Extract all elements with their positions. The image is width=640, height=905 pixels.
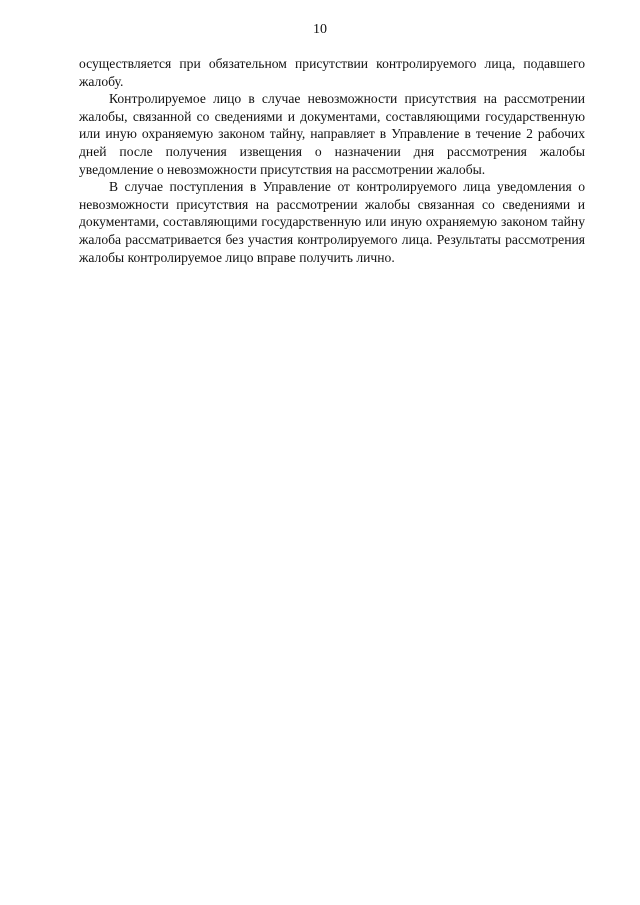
page-number: 10 xyxy=(313,22,327,37)
paragraph-review-without-participation: В случае поступления в Управление от контролируемого лица уведомления о невозможности присутствия на рассмотрении жалобы связанная со сведениями и документами, составляющими государственную или иную охраняемую законом тайну жалоба рассматривается без участия контролируемого лица. Результаты рассмотрения жалобы контролируемое лицо вправе получить лично. xyxy=(79,179,585,265)
document-body xyxy=(79,55,585,266)
paragraph-absence-notice: Контролируемое лицо в случае невозможности присутствия на рассмотрении жалобы, связанной со сведениями и документами, составляющими государственную или иную охраняемую законом тайну, направляет в Управление в течение 2 рабочих дней после получения извещения о назначении дня рассмотрения жалобы уведомление о невозможности присутствия на рассмотрении жалобы. xyxy=(79,91,585,177)
paragraph-continuation: осуществляется при обязательном присутствии контролируемого лица, подавшего жалобу. xyxy=(79,56,585,89)
